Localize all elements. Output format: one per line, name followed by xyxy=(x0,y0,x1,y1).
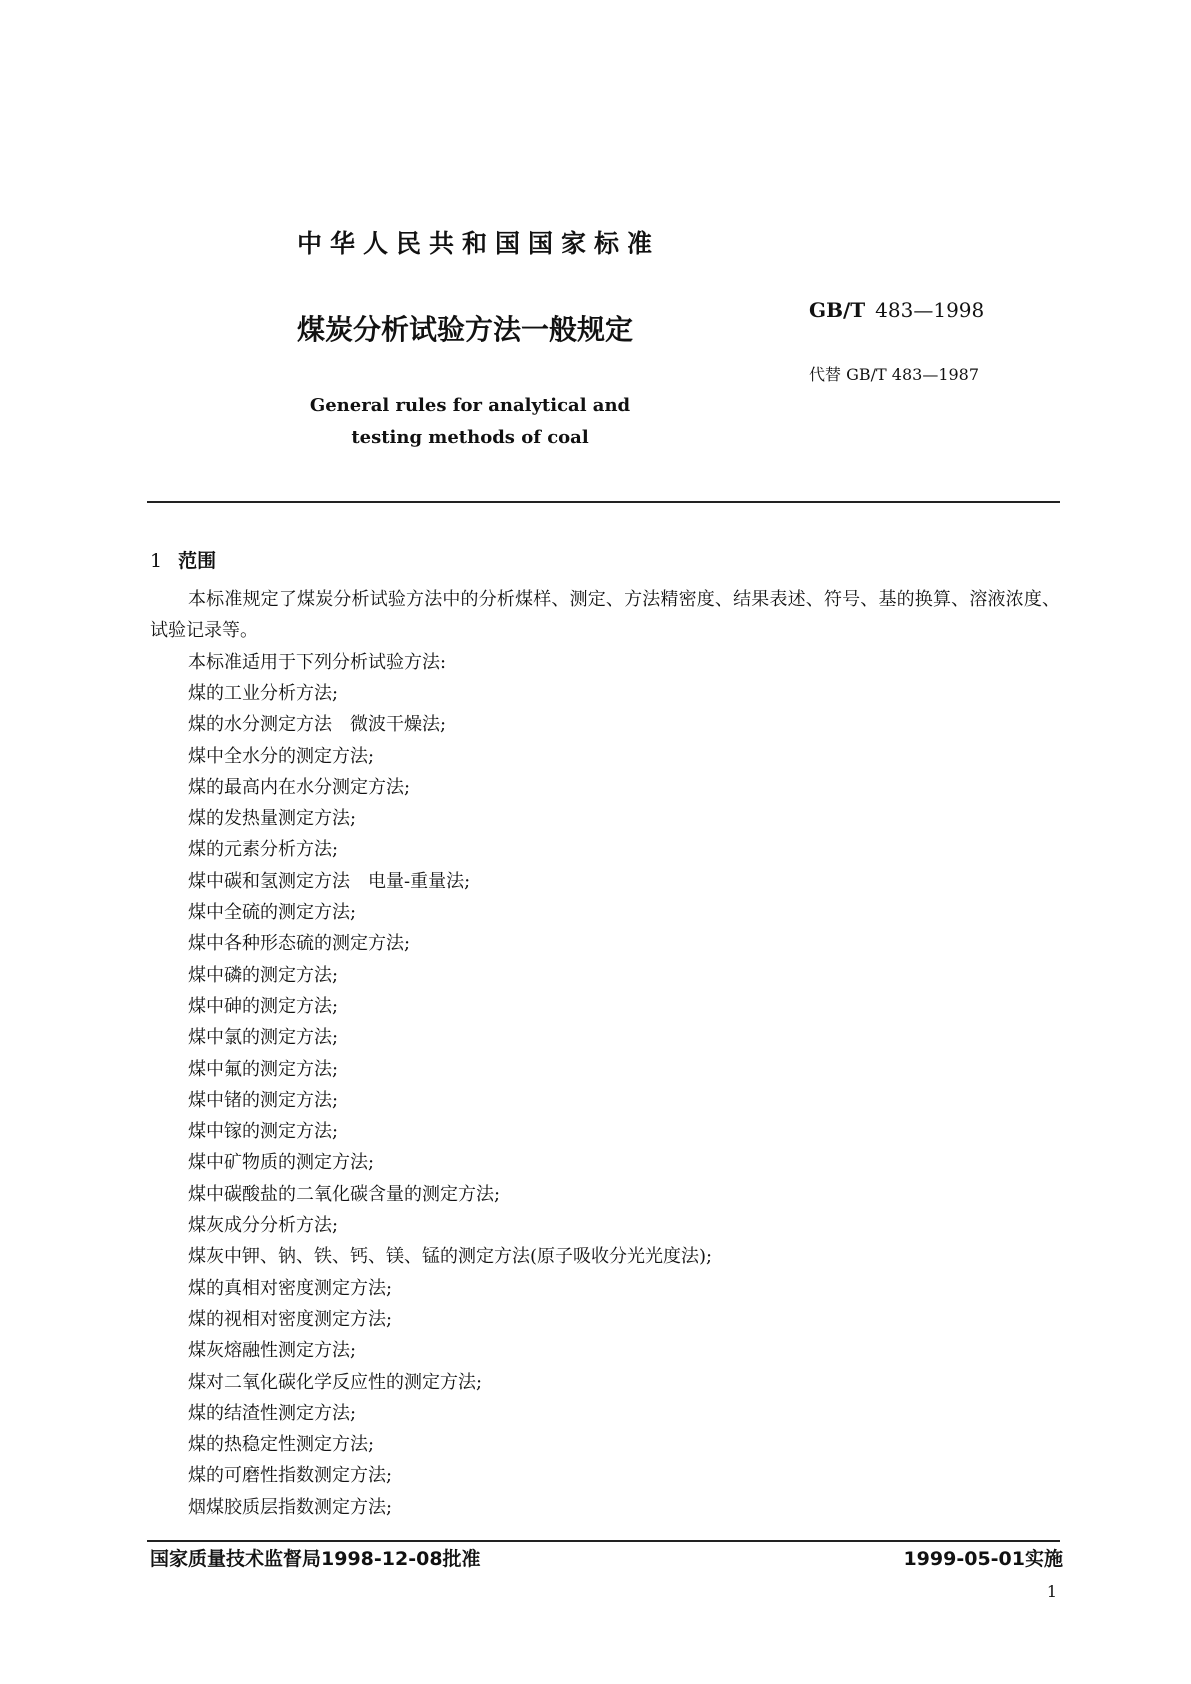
method-item: 烟煤胶质层指数测定方法; xyxy=(188,1496,393,1518)
method-item: 煤的发热量测定方法; xyxy=(188,808,357,830)
national-standard-heading: 中华人民共和国国家标准 xyxy=(297,229,661,258)
method-item: 煤中碳酸盐的二氧化碳含量的测定方法; xyxy=(188,1183,501,1205)
standard-code xyxy=(809,298,984,322)
method-item: 煤中锗的测定方法; xyxy=(188,1089,339,1111)
title-en-line-2: testing methods of coal xyxy=(351,427,589,448)
method-item: 煤的最高内在水分测定方法; xyxy=(188,776,411,798)
method-item: 煤中砷的测定方法; xyxy=(188,995,339,1017)
method-item: 煤的元素分析方法; xyxy=(188,839,339,861)
approval-note: 国家质量技术监督局1998-12-08批准 xyxy=(150,1548,481,1570)
footer-divider xyxy=(147,1540,1060,1542)
method-item: 煤中各种形态硫的测定方法; xyxy=(188,933,411,955)
standard-prefix: GB/T xyxy=(809,298,866,322)
method-item: 煤的水分测定方法 微波干燥法; xyxy=(188,714,447,736)
document-title-en xyxy=(300,390,640,454)
methods-list xyxy=(188,678,1068,1523)
method-item: 煤的结渣性测定方法; xyxy=(188,1402,357,1424)
applicability-paragraph: 本标准适用于下列分析试验方法: xyxy=(188,652,447,673)
method-item: 煤中磷的测定方法; xyxy=(188,964,339,986)
effective-date: 1999-05-01实施 xyxy=(903,1548,1063,1570)
header-divider xyxy=(147,501,1060,503)
document-title-cn: 煤炭分析试验方法一般规定 xyxy=(297,313,634,346)
method-item: 煤灰成分分析方法; xyxy=(188,1215,339,1237)
section-number: 1 xyxy=(150,550,163,572)
section-title: 范围 xyxy=(178,550,217,572)
method-item: 煤灰熔融性测定方法; xyxy=(188,1340,357,1362)
method-item: 煤中全硫的测定方法; xyxy=(188,902,357,924)
method-item: 煤中氟的测定方法; xyxy=(188,1058,339,1080)
section-heading xyxy=(150,546,216,573)
method-item: 煤灰中钾、钠、铁、钙、镁、锰的测定方法(原子吸收分光光度法); xyxy=(188,1246,713,1268)
title-en-line-1: General rules for analytical and xyxy=(309,395,631,416)
method-item: 煤中镓的测定方法; xyxy=(188,1121,339,1143)
method-item: 煤的真相对密度测定方法; xyxy=(188,1277,393,1299)
method-item: 煤的可磨性指数测定方法; xyxy=(188,1465,393,1487)
method-item: 煤中碳和氢测定方法 电量-重量法; xyxy=(188,870,471,892)
method-item: 煤的热稳定性测定方法; xyxy=(188,1434,375,1456)
method-item: 煤对二氧化碳化学反应性的测定方法; xyxy=(188,1371,483,1393)
replaces-note: 代替 GB/T 483—1987 xyxy=(809,365,980,384)
method-item: 煤中氯的测定方法; xyxy=(188,1027,339,1049)
standard-number: 483—1998 xyxy=(875,298,985,322)
scope-paragraph: 本标准规定了煤炭分析试验方法中的分析煤样、测定、方法精密度、结果表述、符号、基的换算、溶液浓度、试验记录等。 xyxy=(150,589,1060,641)
method-item: 煤的工业分析方法; xyxy=(188,683,339,704)
method-item: 煤的视相对密度测定方法; xyxy=(188,1308,393,1330)
page-number: 1 xyxy=(1046,1582,1057,1601)
method-item: 煤中矿物质的测定方法; xyxy=(188,1152,375,1174)
method-item: 煤中全水分的测定方法; xyxy=(188,745,375,767)
